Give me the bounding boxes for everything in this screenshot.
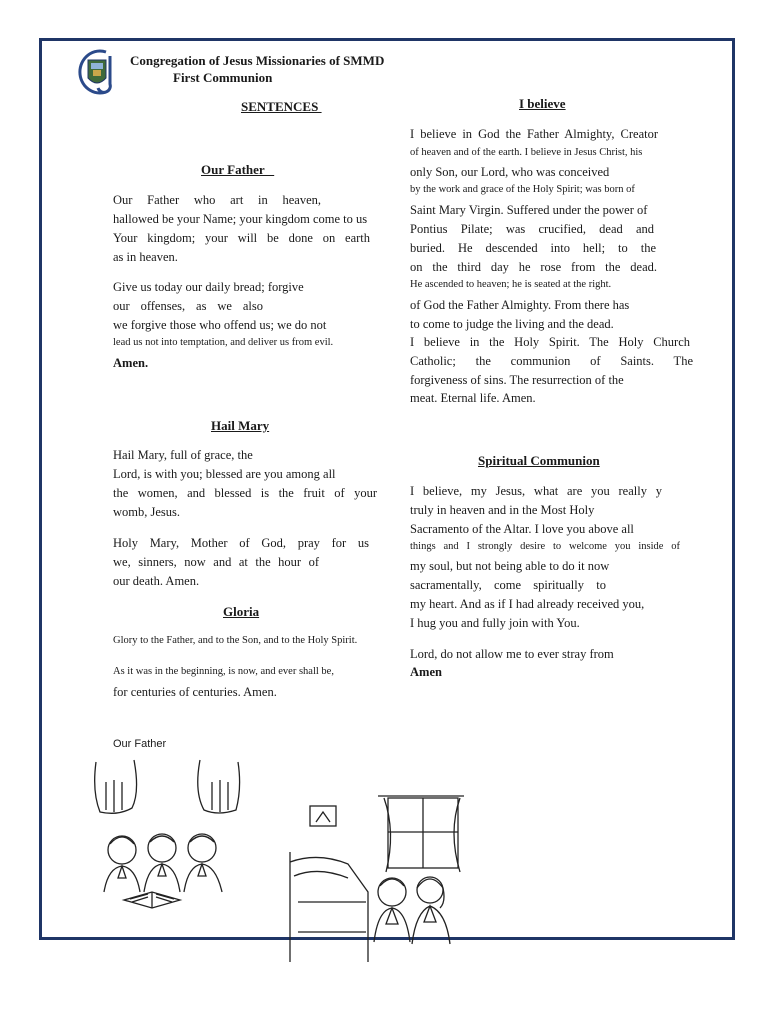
spiritual-communion-line-8: I hug you and fully join with You. xyxy=(410,616,580,630)
our-father-amen: Amen. xyxy=(113,356,149,370)
our-father-line-1: Our Father who art in heaven, xyxy=(113,193,321,207)
gloria-heading: Gloria xyxy=(223,604,260,619)
spiritual-communion-line-7: my heart. And as if I had already received you, xyxy=(410,597,645,611)
gloria-line-2: As it was in the beginning, is now, and ever shall be, xyxy=(113,666,334,677)
hail-mary-heading: Hail Mary xyxy=(211,418,270,433)
spiritual-communion-heading: Spiritual Communion xyxy=(478,453,600,468)
i-believe-line-9: He ascended to heaven; he is seated at the right. xyxy=(410,279,612,290)
spiritual-communion-line-5: my soul, but not being able to do it now xyxy=(410,559,610,573)
spiritual-communion-line-6: sacramentally, come spiritually to xyxy=(410,578,606,592)
hail-mary-line-3: the women, and blessed is the fruit of your xyxy=(113,486,377,500)
i-believe-line-14: forgiveness of sins. The resurrection of the xyxy=(410,373,624,387)
spiritual-communion-line-1: I believe, my Jesus, what are you really y xyxy=(410,484,662,498)
gloria-line-1: Glory to the Father, and to the Son, and to the Holy Spirit. xyxy=(113,635,358,646)
organization-name: Congregation of Jesus Missionaries of SMMD xyxy=(130,53,385,68)
congregation-logo xyxy=(76,48,122,96)
hail-mary-line-6: we, sinners, now and at the hour of xyxy=(113,555,319,569)
i-believe-line-15: meat. Eternal life. Amen. xyxy=(410,391,536,405)
i-believe-line-13: Catholic; the communion of Saints. The xyxy=(410,354,693,368)
our-father-heading: Our Father xyxy=(201,162,275,177)
our-father-line-2: hallowed be your Name; your kingdom come to us xyxy=(113,212,368,226)
document-subtitle: First Communion xyxy=(173,70,273,85)
hail-mary-line-4: womb, Jesus. xyxy=(113,505,181,519)
our-father-line-7: we forgive those who offend us; we do not xyxy=(113,318,327,332)
i-believe-line-7: buried. He descended into hell; to the xyxy=(410,241,656,255)
our-father-line-3: Your kingdom; your will be done on earth xyxy=(113,231,370,245)
spiritual-communion-line-3: Sacramento of the Altar. I love you above all xyxy=(410,522,634,536)
bedside-prayer-illustration xyxy=(288,792,468,967)
gloria-line-3: for centuries of centuries. Amen. xyxy=(113,685,277,699)
sentences-heading: SENTENCES xyxy=(241,99,322,114)
illustration-caption: Our Father xyxy=(113,738,167,750)
hail-mary-line-1: Hail Mary, full of grace, the xyxy=(113,448,253,462)
i-believe-line-4: by the work and grace of the Holy Spirit; was born of xyxy=(410,184,635,195)
praying-children-illustration xyxy=(88,752,248,912)
i-believe-line-11: to come to judge the living and the dead. xyxy=(410,317,614,331)
i-believe-line-12: I believe in the Holy Spirit. The Holy Church xyxy=(410,335,690,349)
our-father-line-8: lead us not into temptation, and deliver us from evil. xyxy=(113,337,334,348)
our-father-line-5: Give us today our daily bread; forgive xyxy=(113,280,304,294)
i-believe-line-5: Saint Mary Virgin. Suffered under the power of xyxy=(410,203,648,217)
hail-mary-line-7: our death. Amen. xyxy=(113,574,200,588)
hail-mary-line-5: Holy Mary, Mother of God, pray for us xyxy=(113,536,369,550)
i-believe-line-3: only Son, our Lord, who was conceived xyxy=(410,165,610,179)
hail-mary-line-2: Lord, is with you; blessed are you among all xyxy=(113,467,336,481)
spiritual-communion-amen: Amen xyxy=(410,665,442,679)
i-believe-heading: I believe xyxy=(519,96,566,111)
spiritual-communion-line-9: Lord, do not allow me to ever stray from xyxy=(410,647,614,661)
i-believe-line-2: of heaven and of the earth. I believe in Jesus Christ, his xyxy=(410,147,643,158)
i-believe-line-1: I believe in God the Father Almighty, Creator xyxy=(410,127,658,141)
i-believe-line-8: on the third day he rose from the dead. xyxy=(410,260,657,274)
our-father-line-4: as in heaven. xyxy=(113,250,178,264)
spiritual-communion-line-4: things and I strongly desire to welcome you inside of xyxy=(410,541,680,552)
i-believe-line-10: of God the Father Almighty. From there has xyxy=(410,298,630,312)
our-father-line-6: our offenses, as we also xyxy=(113,299,263,313)
spiritual-communion-line-2: truly in heaven and in the Most Holy xyxy=(410,503,595,517)
i-believe-line-6: Pontius Pilate; was crucified, dead and xyxy=(410,222,654,236)
